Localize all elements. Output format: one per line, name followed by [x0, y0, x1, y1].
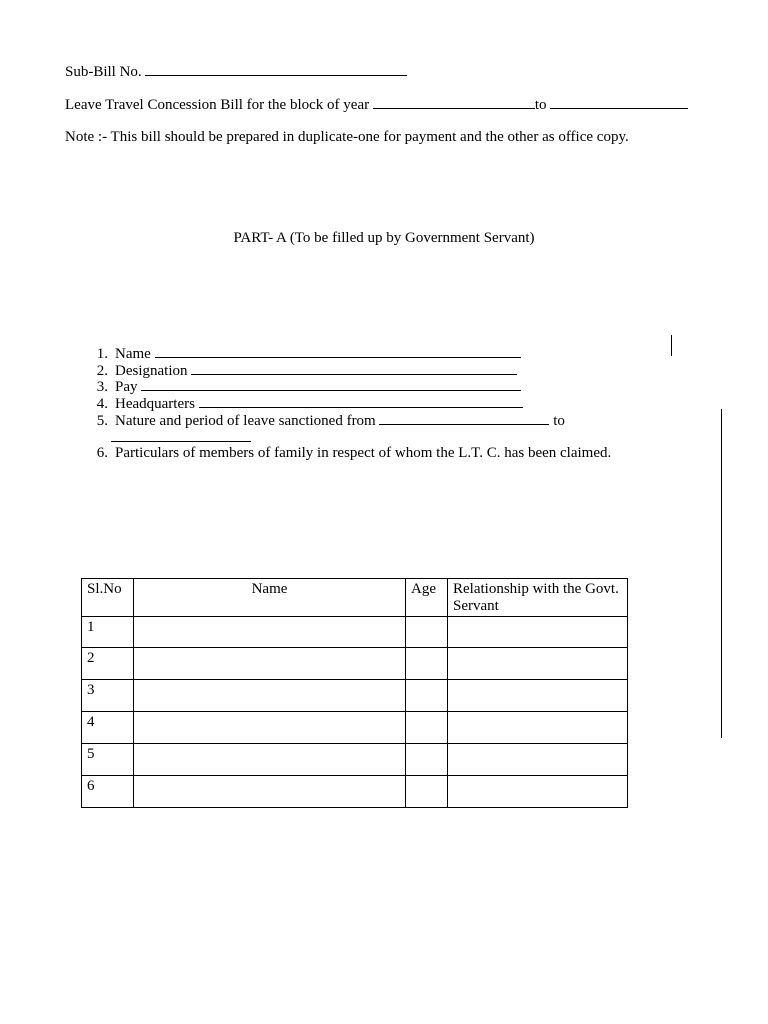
table-row — [82, 743, 628, 775]
table-header-row — [82, 579, 628, 617]
family-particulars-label: Particulars of members of family in respect of whom the L.T. C. has been claimed. — [115, 445, 612, 461]
cell-slno: 6 — [82, 775, 134, 807]
block-year-to-blank[interactable] — [550, 95, 688, 109]
headquarters-blank[interactable] — [199, 394, 523, 408]
cell-name[interactable] — [134, 616, 406, 647]
cell-name[interactable] — [134, 743, 406, 775]
headquarters-label: Headquarters — [115, 396, 195, 412]
list-item-pay: 3. Pay — [86, 377, 521, 396]
note-text: Note :- This bill should be prepared in duplicate-one for payment and the other as office copy. — [65, 129, 629, 145]
ltc-to-text: to — [534, 97, 547, 113]
col-header-slno: Sl.No — [82, 579, 134, 617]
cursor-mark — [671, 335, 672, 356]
cell-slno: 4 — [82, 711, 134, 743]
cell-relationship[interactable] — [448, 616, 628, 647]
designation-blank[interactable] — [191, 361, 517, 375]
cell-name[interactable] — [134, 775, 406, 807]
cell-relationship[interactable] — [448, 679, 628, 711]
sub-bill-line — [65, 62, 407, 81]
block-year-from-blank[interactable] — [373, 95, 535, 109]
table-row — [82, 679, 628, 711]
cell-name[interactable] — [134, 679, 406, 711]
cell-relationship[interactable] — [448, 743, 628, 775]
name-label: Name — [115, 346, 151, 362]
leave-from-blank[interactable] — [379, 411, 549, 425]
cell-age[interactable] — [406, 679, 448, 711]
margin-rule — [721, 409, 722, 738]
cell-relationship[interactable] — [448, 647, 628, 679]
cell-age[interactable] — [406, 743, 448, 775]
table-row — [82, 711, 628, 743]
col-header-name: Name — [134, 579, 406, 617]
col-header-relationship: Relationship with the Govt. Servant — [448, 579, 628, 617]
pay-label: Pay — [115, 379, 138, 395]
cell-name[interactable] — [134, 647, 406, 679]
cell-age[interactable] — [406, 616, 448, 647]
leave-period-label: Nature and period of leave sanctioned from — [115, 413, 376, 429]
sub-bill-label: Sub-Bill No. — [65, 64, 142, 80]
table-row — [82, 616, 628, 647]
table-row — [82, 775, 628, 807]
leave-to-text: to — [553, 413, 565, 429]
cell-slno: 2 — [82, 647, 134, 679]
ltc-bill-text: Leave Travel Concession Bill for the block of year — [65, 97, 370, 113]
cell-relationship[interactable] — [448, 775, 628, 807]
cell-age[interactable] — [406, 647, 448, 679]
leave-to-blank[interactable] — [111, 428, 251, 442]
cell-age[interactable] — [406, 711, 448, 743]
list-item-name: 1. Name — [86, 344, 521, 363]
sub-bill-blank[interactable] — [145, 62, 407, 76]
cell-slno: 5 — [82, 743, 134, 775]
list-item-headquarters: 4. Headquarters — [86, 394, 523, 413]
list-item-family-particulars: 6. Particulars of members of family in respect of whom the L.T. C. has been claimed. — [96, 445, 612, 461]
name-blank[interactable] — [155, 344, 521, 358]
family-members-table — [81, 578, 628, 808]
table-row — [82, 647, 628, 679]
cell-name[interactable] — [134, 711, 406, 743]
cell-relationship[interactable] — [448, 711, 628, 743]
ltc-block-year-line — [65, 95, 688, 114]
col-header-age: Age — [406, 579, 448, 617]
cell-slno: 1 — [82, 616, 134, 647]
designation-label: Designation — [115, 363, 188, 379]
list-item-leave-period: 5. Nature and period of leave sanctioned from to — [96, 413, 565, 429]
part-a-title: PART- A (To be filled up by Government Servant) — [233, 230, 535, 246]
pay-blank[interactable] — [141, 377, 521, 391]
cell-slno: 3 — [82, 679, 134, 711]
cell-age[interactable] — [406, 775, 448, 807]
list-item-designation: 2. Designation — [86, 361, 517, 380]
